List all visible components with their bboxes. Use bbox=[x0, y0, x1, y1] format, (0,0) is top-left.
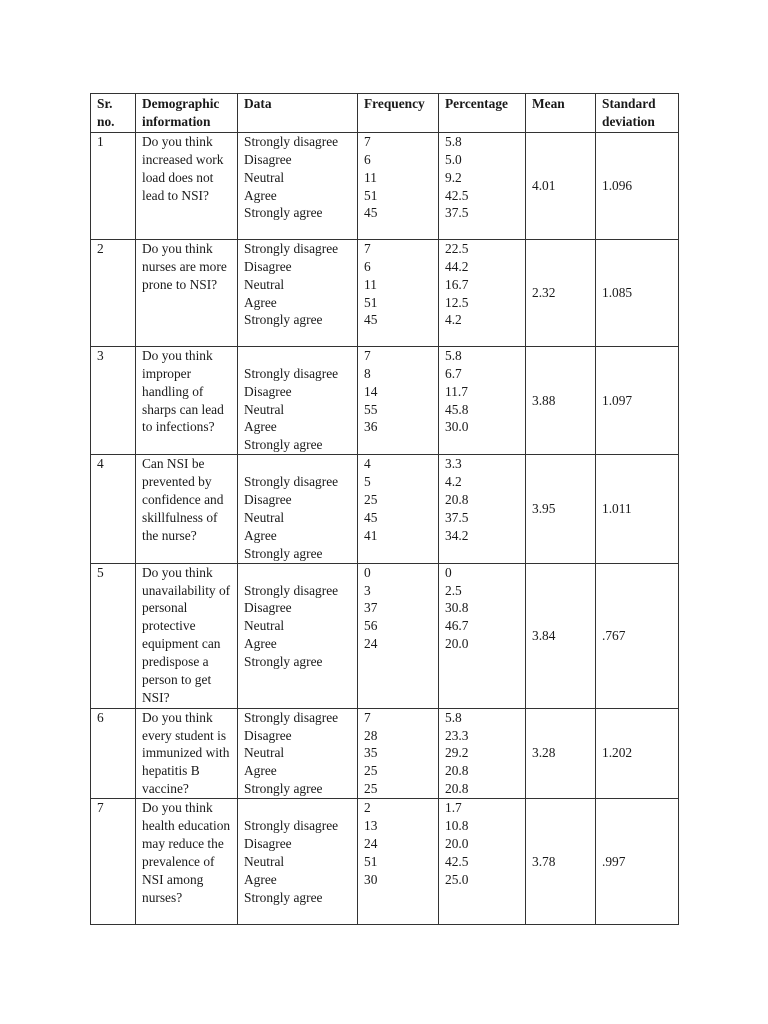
response-option: Disagree bbox=[244, 492, 292, 508]
frequency-cell bbox=[358, 132, 439, 239]
table-row bbox=[91, 563, 679, 708]
frequency-value: 51 bbox=[364, 294, 378, 310]
survey-results-table bbox=[90, 93, 679, 925]
percentage-value: 16.7 bbox=[445, 276, 469, 292]
table-row bbox=[91, 799, 679, 925]
sr-no-cell: 5 bbox=[91, 563, 136, 708]
response-option: Agree bbox=[244, 294, 277, 310]
table-row bbox=[91, 455, 679, 563]
response-options-cell bbox=[238, 239, 358, 346]
frequency-value: 13 bbox=[364, 818, 378, 834]
frequency-value: 8 bbox=[364, 365, 371, 381]
response-option: Strongly agree bbox=[244, 312, 323, 328]
percentage-value: 4.2 bbox=[445, 312, 462, 328]
percentage-value: 6.7 bbox=[445, 365, 462, 381]
mean-cell: 3.95 bbox=[526, 455, 596, 563]
frequency-value: 41 bbox=[364, 527, 378, 543]
header-sr-no: Sr. no. bbox=[91, 94, 136, 133]
percentage-value: 45.8 bbox=[445, 401, 469, 417]
percentage-value: 25.0 bbox=[445, 871, 469, 887]
standard-deviation-cell: 1.202 bbox=[596, 708, 679, 799]
percentage-value: 0 bbox=[445, 564, 452, 580]
percentage-cell bbox=[439, 799, 526, 925]
frequency-cell bbox=[358, 799, 439, 925]
percentage-value: 5.0 bbox=[445, 151, 462, 167]
standard-deviation-cell: 1.085 bbox=[596, 239, 679, 346]
question-cell: Do you think improper handling of sharps can lead to infections? bbox=[136, 346, 238, 454]
frequency-value: 24 bbox=[364, 836, 378, 851]
header-mean: Mean bbox=[526, 94, 596, 133]
percentage-value: 11.7 bbox=[445, 383, 468, 399]
response-option: Strongly disagree bbox=[244, 818, 339, 834]
frequency-value: 11 bbox=[364, 169, 377, 185]
frequency-value: 35 bbox=[364, 745, 378, 761]
frequency-value: 56 bbox=[364, 618, 378, 634]
response-option: Strongly agree bbox=[244, 781, 323, 797]
frequency-value: 28 bbox=[364, 727, 378, 743]
mean-cell: 3.88 bbox=[526, 346, 596, 454]
standard-deviation-cell: 1.096 bbox=[596, 132, 679, 239]
frequency-value: 14 bbox=[364, 383, 378, 399]
header-frequency: Frequency bbox=[358, 94, 439, 133]
header-demographic-information: Demographic information bbox=[136, 94, 238, 133]
response-option: Disagree bbox=[244, 835, 292, 851]
percentage-value: 4.2 bbox=[445, 474, 462, 490]
percentage-value: 30.8 bbox=[445, 600, 469, 616]
table-header-row bbox=[91, 94, 679, 133]
percentage-value: 5.8 bbox=[445, 347, 462, 363]
response-options-cell bbox=[238, 346, 358, 454]
question-cell: Can NSI be prevented by confidence and skillfulness of the nurse? bbox=[136, 455, 238, 563]
sr-no-cell: 4 bbox=[91, 455, 136, 563]
percentage-value: 37.5 bbox=[445, 509, 469, 525]
frequency-value: 45 bbox=[364, 205, 378, 221]
table-row bbox=[91, 132, 679, 239]
percentage-value: 34.2 bbox=[445, 527, 469, 543]
response-option: Neutral bbox=[244, 618, 285, 634]
frequency-value: 6 bbox=[364, 151, 371, 167]
response-option: Disagree bbox=[244, 383, 292, 399]
question-cell: Do you think increased work load does not lead to NSI? bbox=[136, 132, 238, 239]
mean-cell: 4.01 bbox=[526, 132, 596, 239]
percentage-value: 3.3 bbox=[445, 456, 462, 472]
response-option: Strongly agree bbox=[244, 889, 323, 905]
header-data: Data bbox=[238, 94, 358, 133]
response-option: Neutral bbox=[244, 745, 285, 761]
table-row bbox=[91, 239, 679, 346]
frequency-value: 0 bbox=[364, 564, 371, 580]
percentage-cell bbox=[439, 239, 526, 346]
percentage-value: 12.5 bbox=[445, 294, 469, 310]
response-option: Strongly agree bbox=[244, 545, 323, 561]
percentage-cell bbox=[439, 132, 526, 239]
percentage-value: 5.8 bbox=[445, 133, 462, 149]
percentage-value: 10.8 bbox=[445, 818, 469, 834]
frequency-value: 51 bbox=[364, 187, 378, 203]
response-option: Agree bbox=[244, 636, 277, 652]
percentage-value: 20.0 bbox=[445, 836, 469, 851]
percentage-value: 2.5 bbox=[445, 582, 462, 598]
response-options-cell bbox=[238, 708, 358, 799]
response-options-cell bbox=[238, 455, 358, 563]
percentage-value: 5.8 bbox=[445, 709, 462, 725]
mean-cell: 3.78 bbox=[526, 799, 596, 925]
mean-cell: 3.28 bbox=[526, 708, 596, 799]
standard-deviation-cell: 1.011 bbox=[596, 455, 679, 563]
frequency-value: 7 bbox=[364, 133, 371, 149]
response-option: Strongly agree bbox=[244, 205, 323, 221]
response-option: Agree bbox=[244, 527, 277, 543]
frequency-value: 51 bbox=[364, 853, 378, 869]
frequency-cell bbox=[358, 239, 439, 346]
percentage-value: 9.2 bbox=[445, 169, 462, 185]
response-option: Neutral bbox=[244, 276, 285, 292]
frequency-value: 7 bbox=[364, 240, 371, 256]
percentage-cell bbox=[439, 346, 526, 454]
percentage-value: 42.5 bbox=[445, 853, 469, 869]
standard-deviation-cell: .997 bbox=[596, 799, 679, 925]
header-percentage: Percentage bbox=[439, 94, 526, 133]
response-option: Strongly disagree bbox=[244, 709, 339, 725]
mean-cell: 2.32 bbox=[526, 239, 596, 346]
percentage-value: 37.5 bbox=[445, 205, 469, 221]
percentage-value: 20.0 bbox=[445, 636, 469, 652]
percentage-value: 20.8 bbox=[445, 492, 469, 508]
response-option: Neutral bbox=[244, 401, 285, 417]
percentage-value: 46.7 bbox=[445, 618, 469, 634]
percentage-value: 44.2 bbox=[445, 258, 469, 274]
response-option: Disagree bbox=[244, 258, 292, 274]
response-option: Agree bbox=[244, 871, 277, 887]
frequency-value: 2 bbox=[364, 800, 371, 816]
question-cell: Do you think nurses are more prone to NSI? bbox=[136, 239, 238, 346]
frequency-value: 24 bbox=[364, 636, 378, 652]
response-option: Agree bbox=[244, 419, 277, 435]
response-option: Disagree bbox=[244, 727, 292, 743]
frequency-value: 6 bbox=[364, 258, 371, 274]
frequency-value: 30 bbox=[364, 871, 378, 887]
percentage-cell bbox=[439, 708, 526, 799]
mean-cell: 3.84 bbox=[526, 563, 596, 708]
frequency-cell bbox=[358, 563, 439, 708]
frequency-value: 5 bbox=[364, 474, 371, 490]
percentage-cell bbox=[439, 455, 526, 563]
frequency-cell bbox=[358, 346, 439, 454]
frequency-value: 7 bbox=[364, 709, 371, 725]
frequency-value: 55 bbox=[364, 401, 378, 417]
frequency-value: 4 bbox=[364, 456, 371, 472]
response-option: Strongly agree bbox=[244, 437, 323, 453]
response-option: Strongly disagree bbox=[244, 240, 339, 256]
sr-no-cell: 1 bbox=[91, 132, 136, 239]
percentage-value: 20.8 bbox=[445, 781, 469, 797]
percentage-value: 29.2 bbox=[445, 745, 469, 761]
response-option: Disagree bbox=[244, 600, 292, 616]
frequency-value: 25 bbox=[364, 492, 378, 508]
percentage-value: 1.7 bbox=[445, 800, 462, 816]
frequency-value: 45 bbox=[364, 312, 378, 328]
percentage-value: 22.5 bbox=[445, 240, 469, 256]
frequency-value: 36 bbox=[364, 419, 378, 435]
response-option: Neutral bbox=[244, 169, 285, 185]
sr-no-cell: 3 bbox=[91, 346, 136, 454]
sr-no-cell: 7 bbox=[91, 799, 136, 925]
table-body bbox=[91, 132, 679, 924]
response-option: Neutral bbox=[244, 853, 285, 869]
table-row bbox=[91, 708, 679, 799]
response-option: Strongly disagree bbox=[244, 365, 339, 381]
response-option: Agree bbox=[244, 187, 277, 203]
frequency-cell bbox=[358, 455, 439, 563]
frequency-value: 11 bbox=[364, 276, 377, 292]
percentage-value: 23.3 bbox=[445, 727, 469, 743]
question-cell: Do you think unavailability of personal protective equipment can predispose a person to get NSI? bbox=[136, 563, 238, 708]
frequency-value: 3 bbox=[364, 582, 371, 598]
response-option: Neutral bbox=[244, 509, 285, 525]
sr-no-cell: 2 bbox=[91, 239, 136, 346]
response-option: Strongly disagree bbox=[244, 582, 339, 598]
percentage-value: 42.5 bbox=[445, 187, 469, 203]
percentage-value: 30.0 bbox=[445, 419, 469, 435]
standard-deviation-cell: .767 bbox=[596, 563, 679, 708]
response-option: Disagree bbox=[244, 151, 292, 167]
response-options-cell bbox=[238, 132, 358, 239]
question-cell: Do you think health education may reduce the prevalence of NSI among nurses? bbox=[136, 799, 238, 925]
question-cell: Do you think every student is immunized with hepatitis B vaccine? bbox=[136, 708, 238, 799]
frequency-cell bbox=[358, 708, 439, 799]
frequency-value: 45 bbox=[364, 509, 378, 525]
header-standard-deviation: Standard deviation bbox=[596, 94, 679, 133]
response-option: Agree bbox=[244, 763, 277, 779]
response-options-cell bbox=[238, 799, 358, 925]
frequency-value: 37 bbox=[364, 600, 378, 616]
response-options-cell bbox=[238, 563, 358, 708]
table-row bbox=[91, 346, 679, 454]
percentage-cell bbox=[439, 563, 526, 708]
frequency-value: 7 bbox=[364, 347, 371, 363]
response-option: Strongly disagree bbox=[244, 474, 339, 490]
frequency-value: 25 bbox=[364, 781, 378, 797]
sr-no-cell: 6 bbox=[91, 708, 136, 799]
standard-deviation-cell: 1.097 bbox=[596, 346, 679, 454]
response-option: Strongly disagree bbox=[244, 133, 339, 149]
percentage-value: 20.8 bbox=[445, 763, 469, 779]
response-option: Strongly agree bbox=[244, 654, 323, 670]
frequency-value: 25 bbox=[364, 763, 378, 779]
